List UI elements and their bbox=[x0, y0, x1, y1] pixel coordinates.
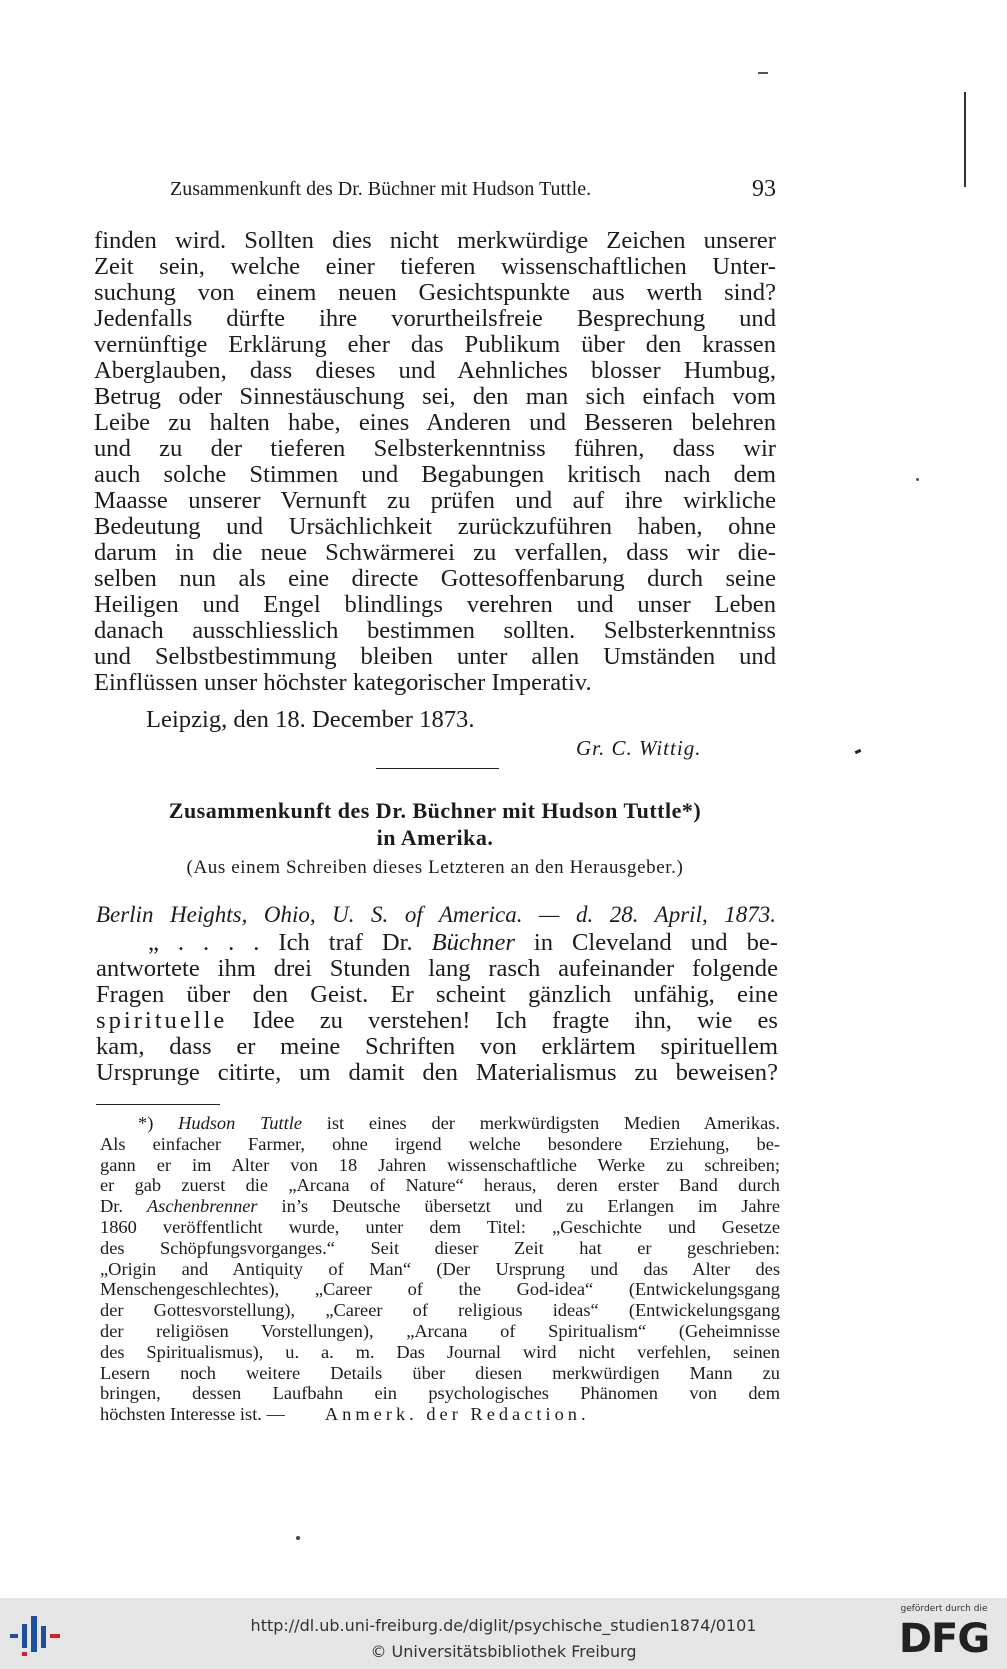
text-line: Jedenfalls dürfte ihre vorurtheilsfreie Besprechung und bbox=[94, 305, 776, 332]
footnote-line: Als einfacher Farmer, ohne irgend welche besondere Erziehung, be- bbox=[100, 1133, 780, 1154]
italic-name: Hudson Tuttle bbox=[178, 1113, 302, 1133]
footnote-line: er gab zuerst die „Arcana of Nature“ heraus, deren erster Band durch bbox=[100, 1175, 780, 1196]
dateline: Leipzig, den 18. December 1873. bbox=[146, 706, 475, 733]
text-line: Leibe zu halten habe, eines Anderen und Besseren belehren bbox=[94, 409, 776, 436]
text-line: Betrug oder Sinnestäuschung sei, den man sich einfach vom bbox=[94, 383, 776, 410]
footnote-line: gann er im Alter von 18 Jahren wissenschaftliche Werke zu schreiben; bbox=[100, 1154, 780, 1175]
text-run: Idee zu verstehen! Ich fragte ihn, wie es bbox=[227, 1007, 778, 1034]
text-line: finden wird. Sollten dies nicht merkwürdige Zeichen unserer bbox=[94, 227, 776, 254]
letter-text bbox=[96, 930, 778, 1086]
article-subtitle: (Aus einem Schreiben dieses Letzteren an den Herausgeber.) bbox=[186, 857, 684, 878]
text-run: „ . . . . Ich traf Dr. bbox=[148, 929, 432, 956]
text-line: Ursprunge citirte, um damit den Materialismus zu beweisen? bbox=[96, 1059, 778, 1086]
scan-speck bbox=[916, 478, 919, 481]
text-run: Dr. bbox=[100, 1196, 147, 1217]
footnote-line bbox=[100, 1113, 780, 1134]
italic-name: Aschenbrenner bbox=[146, 1196, 258, 1217]
text-line: darum in die neue Schwärmerei zu verfallen, dass wir die- bbox=[94, 539, 776, 566]
footnote-line bbox=[100, 1404, 780, 1425]
text-line: Einflüssen unser höchster kategorischer Imperativ. bbox=[94, 669, 592, 696]
text-line bbox=[96, 1008, 778, 1034]
spaced-word: spirituelle bbox=[96, 1007, 228, 1034]
body-paragraph bbox=[94, 228, 776, 696]
text-line: Zeit sein, welche einer tieferen wissenschaftlichen Unter- bbox=[94, 253, 776, 280]
text-line: antwortete ihm drei Stunden lang rasch aufeinander folgende bbox=[96, 955, 778, 982]
text-run: ist eines der merkwürdigsten Medien Amerikas. bbox=[301, 1113, 780, 1133]
footnote-line: „Origin and Antiquity of Man“ (Der Ursprung und das Alter des bbox=[100, 1258, 780, 1279]
scan-edge-line bbox=[964, 92, 966, 187]
article-title-line: in Amerika. bbox=[376, 825, 494, 850]
section-divider bbox=[376, 768, 499, 769]
running-head bbox=[170, 176, 780, 206]
text-line: auch solche Stimmen und Begabungen kritisch nach dem bbox=[94, 461, 776, 488]
footnote-line: 1860 veröffentlicht wurde, unter dem Titel: „Geschichte und Gesetze bbox=[100, 1216, 780, 1237]
dfg-wordmark: DFG bbox=[898, 1616, 990, 1662]
footnote-line: des Spiritualismus), u. a. m. Das Journal wird nicht verfehlen, seinen bbox=[100, 1341, 780, 1362]
copyright-notice: © Universitätsbibliothek Freiburg bbox=[370, 1642, 637, 1661]
place-date-line: Berlin Heights, Ohio, U. S. of America. — d. 28. April, 1873. bbox=[96, 902, 776, 927]
footnote-line: der religiösen Vorstellungen), „Arcana of Spiritualism“ (Geheimnisse bbox=[100, 1320, 780, 1341]
text-line: danach ausschliesslich bestimmen sollten. Selbsterkenntniss bbox=[94, 617, 776, 644]
italic-name: Büchner bbox=[431, 929, 515, 956]
footnote bbox=[100, 1113, 780, 1425]
editor-note: Anmerk. der Redaction. bbox=[324, 1404, 590, 1425]
text-line: kam, dass er meine Schriften von erklärtem spirituellem bbox=[96, 1033, 778, 1060]
dfg-logo bbox=[888, 1604, 1000, 1666]
text-line: selben nun als eine directe Gottesoffenbarung durch seine bbox=[94, 565, 776, 592]
text-run: in Cleveland und be- bbox=[514, 929, 778, 956]
scan-speck bbox=[296, 1536, 300, 1540]
article-title-line: Zusammenkunft des Dr. Büchner mit Hudson Tuttle*) bbox=[168, 798, 702, 823]
footnote-divider bbox=[96, 1104, 220, 1105]
article-title bbox=[90, 797, 780, 851]
viewer-footer bbox=[0, 1598, 1007, 1669]
footnote-line: der Gottesvorstellung), „Career of religious ideas“ (Entwickelungsgang bbox=[100, 1300, 780, 1321]
scan-mark-dash bbox=[758, 72, 768, 74]
text-line: Bedeutung und Ursächlichkeit zurückzuführen haben, ohne bbox=[94, 513, 776, 540]
footnote-line: Lesern noch weitere Details über diesen merkwürdigen Mann zu bbox=[100, 1362, 780, 1383]
text-line: und Selbstbestimmung bleiben unter allen Umständen und bbox=[94, 643, 776, 670]
text-line: Heiligen und Engel blindlings verehren und unser Leben bbox=[94, 591, 776, 618]
scan-speck bbox=[855, 749, 862, 754]
footnote-line: bringen, dessen Laufbahn ein psychologisches Phänomen von dem bbox=[100, 1383, 780, 1404]
signature: Gr. C. Wittig. bbox=[576, 736, 702, 760]
permalink-url[interactable]: http://dl.ub.uni-freiburg.de/diglit/psychische_studien1874/0101 bbox=[250, 1616, 757, 1635]
footnote-line: des Schöpfungsvorganges.“ Seit dieser Zeit hat er geschrieben: bbox=[100, 1237, 780, 1258]
text-line: und zu der tieferen Selbsterkenntniss führen, dass wir bbox=[94, 435, 776, 462]
text-line: vernünftige Erklärung eher das Publikum über den krassen bbox=[94, 331, 776, 358]
footnote-line: Menschengeschlechtes), „Career of the God-idea“ (Entwickelungsgang bbox=[100, 1279, 780, 1300]
text-run: in’s Deutsche übersetzt und zu Erlangen im Jahre bbox=[257, 1196, 780, 1217]
text-line: Fragen über den Geist. Er scheint gänzlich unfähig, eine bbox=[96, 981, 778, 1008]
text-line bbox=[96, 930, 778, 956]
text-line: Maasse unserer Vernunft zu prüfen und auf ihre wirkliche bbox=[94, 487, 776, 514]
dfg-caption: gefördert durch die bbox=[900, 1604, 988, 1614]
running-head-title: Zusammenkunft des Dr. Büchner mit Hudson Tuttle. bbox=[170, 178, 592, 200]
text-run: *) bbox=[138, 1113, 179, 1133]
text-line: suchung von einem neuen Gesichtspunkte aus werth sind? bbox=[94, 279, 776, 306]
footnote-line bbox=[100, 1196, 780, 1217]
page-number: 93 bbox=[752, 176, 776, 202]
text-run: höchsten Interesse ist. — bbox=[100, 1404, 285, 1425]
text-line: Aberglauben, dass dieses und Aehnliches blosser Humbug, bbox=[94, 357, 776, 384]
